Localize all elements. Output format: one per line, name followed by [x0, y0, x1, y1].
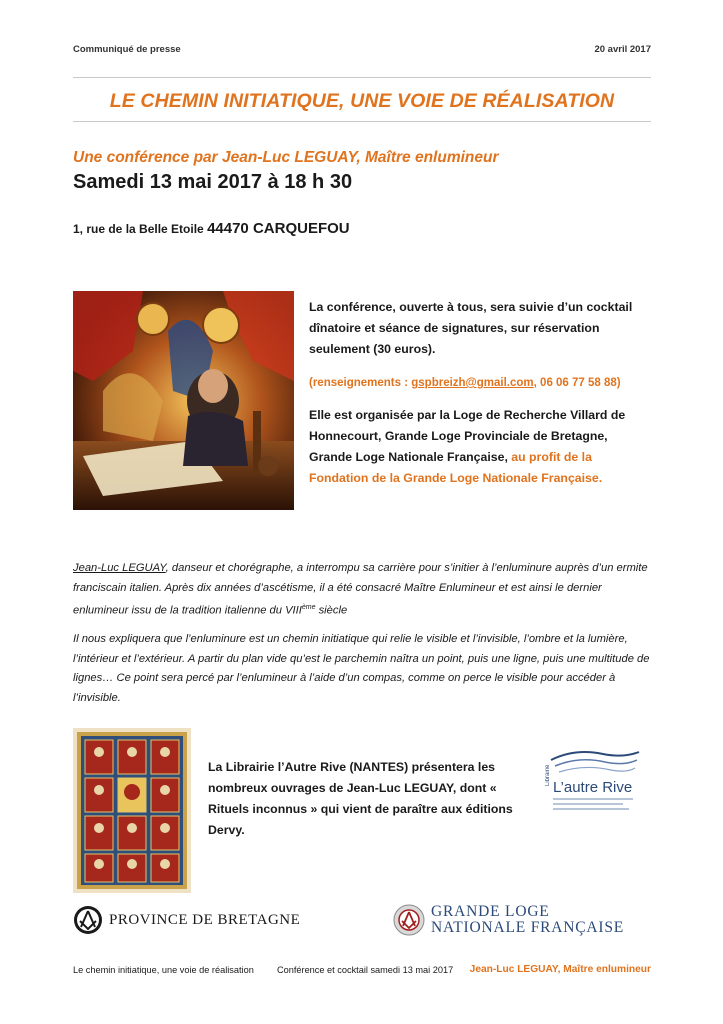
page-title: LE CHEMIN INITIATIQUE, UNE VOIE DE RÉALISATION [109, 90, 615, 112]
subtitle: Une conférence par Jean-Luc LEGUAY, Maître enlumineur [73, 149, 499, 166]
grand-lodge-line1: GRANDE LOGE [431, 903, 550, 920]
organizer-info [309, 405, 654, 489]
bio-name: Jean-Luc LEGUAY [73, 562, 166, 574]
lodge-emblem-icon [393, 904, 425, 936]
reservation-info: La conférence, ouverte à tous, sera suivie d’un cocktail dînatoire et séance de signatures, sur réservation seulement (30 euros). [309, 300, 633, 356]
address-street: 1, rue de la Belle Etoile [73, 222, 208, 236]
contact-email-link[interactable]: gspbreizh@gmail.com [411, 377, 534, 389]
address-city: 44470 CARQUEFOU [207, 220, 350, 237]
library-logo [545, 746, 645, 826]
contact-info [309, 373, 654, 394]
header-doc-type: Communiqué de presse [73, 44, 181, 55]
organizer-text: Elle est organisée par la Loge de Recherche Villard de Honnecourt, Grande Loge Provinciale de Bretagne, Grande Loge Nationale Française, [309, 408, 626, 464]
library-logo-name: L’autre Rive [553, 779, 633, 796]
bio-text-end: siècle [315, 604, 348, 617]
manuscript-image [73, 728, 191, 893]
title-rule-top [73, 77, 651, 78]
grand-lodge-logo [393, 900, 624, 940]
title-rule-bottom [73, 121, 651, 122]
bio-text: , danseur et chorégraphe, a interrompu sa carrière pour s’initier à l’enluminure auprès d’un ermite franciscain italien. Après dix années d’ascétisme, il a été consacré Maître Enlumineur et est ainsi le dernier enlumineur issu de la tradition italienne du VIII [73, 562, 648, 617]
grand-lodge-line2: NATIONALE FRANÇAISE [431, 919, 625, 936]
province-name: PROVINCE DE BRETAGNE [109, 911, 301, 928]
contact-phone: , 06 06 77 58 88) [533, 377, 621, 389]
province-logo [73, 905, 300, 935]
library-announcement: La Librairie l’Autre Rive (NANTES) présentera les nombreux ouvrages de Jean-Luc LEGUAY, dont « Rituels inconnus » qui vient de paraître aux éditions Dervy. [208, 760, 513, 837]
footer-title: Le chemin initiatique, une voie de réalisation [73, 965, 254, 975]
footer-event: Conférence et cocktail samedi 13 mai 2017 [277, 965, 454, 975]
compass-square-icon [73, 905, 103, 935]
description-paragraph: Il nous expliquera que l’enluminure est un chemin initiatique qui relie le visible et l’invisible, l’ombre et la lumière, l’intérieur et l’extérieur. A partir du plan vide qu’est le parchemin naîtra un point, puis une ligne, puis une multitude de lignes… Ce point sera percé par l’enlumineur à l’aide d’un compas, comme on perce le visible pour accéder à l’invisible. [73, 633, 650, 704]
footer-speaker: Jean-Luc LEGUAY, Maître enlumineur [469, 964, 651, 975]
foundation-text: au profit de la Fondation de la Grande Loge Nationale Française. [309, 450, 603, 485]
event-date: Samedi 13 mai 2017 à 18 h 30 [73, 171, 353, 193]
library-logo-small: Librairie [545, 764, 551, 786]
header-date: 20 avril 2017 [594, 44, 651, 55]
bio-superscript: ème [301, 604, 316, 611]
bio-paragraph [73, 559, 651, 621]
illuminator-photo [73, 291, 294, 510]
event-address [73, 220, 350, 237]
contact-prefix: (renseignements : [309, 377, 412, 389]
grand-lodge-name [431, 904, 624, 936]
